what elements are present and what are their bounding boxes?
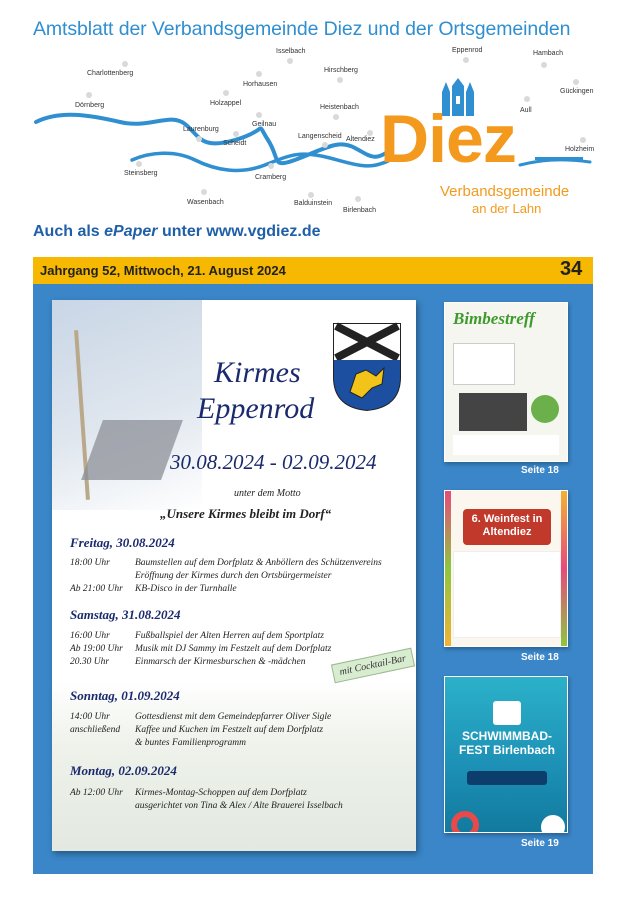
flower-border (445, 491, 451, 646)
epaper-suffix: unter www.vgdiez.de (157, 223, 321, 240)
teaser-headline: 6. Weinfest in Altendiez (471, 513, 543, 538)
map-dot (223, 90, 229, 96)
issue-info: Jahrgang 52, Mittwoch, 21. August 2024 (40, 263, 286, 278)
teaser-schedule (453, 343, 515, 385)
issue-number: 34 (560, 258, 583, 280)
event-time: Ab 21:00 Uhr (70, 584, 123, 594)
place-label: Aull (520, 107, 532, 114)
teaser-body (453, 551, 561, 638)
event-time: Ab 19:00 Uhr (70, 644, 123, 654)
map-dot (333, 114, 339, 120)
epaper-prefix: Auch als (33, 223, 105, 240)
event-text: Fußballspiel der Alten Herren auf dem Sportplatz (135, 631, 324, 641)
epaper-line[interactable] (33, 223, 321, 241)
place-label: Laurenburg (183, 126, 219, 133)
page-ref: Seite 18 (521, 465, 559, 476)
place-label: Cramberg (255, 174, 287, 181)
day-title: Montag, 02.09.2024 (70, 763, 177, 778)
place-label: Wasenbach (187, 199, 224, 206)
map-dot (355, 196, 361, 202)
map-dot (122, 61, 128, 67)
event-time: 14:00 Uhr (70, 712, 110, 722)
event-time: Ab 12:00 Uhr (70, 788, 123, 798)
teaser-headline: SCHWIMMBAD-FEST Birlenbach (458, 729, 556, 757)
page-ref: Seite 19 (521, 838, 559, 849)
place-label: Holzappel (210, 100, 242, 107)
place-label: Scheidt (223, 140, 247, 147)
day-title: Freitag, 30.08.2024 (70, 535, 175, 550)
flower-border (561, 491, 567, 646)
map-dot (573, 79, 579, 85)
place-label: Langenscheid (298, 133, 342, 140)
poster-title-1: Kirmes (214, 356, 301, 389)
map-dot (268, 163, 274, 169)
event-text: Baumstellen auf dem Dorfplatz & Anböllern des Schützenvereins (135, 558, 382, 568)
place-label: Heistenbach (320, 104, 359, 111)
motto-intro: unter dem Motto (234, 488, 301, 499)
place-label: Eppenrod (452, 47, 483, 54)
place-label: Geilnau (252, 121, 277, 128)
event-text: Kaffee und Kuchen im Festzelt auf dem Dorfplatz (135, 725, 324, 735)
map-dot (524, 96, 530, 102)
map-dot (196, 136, 202, 142)
place-label: Charlottenberg (87, 70, 134, 77)
map-dot (287, 58, 293, 64)
event-time: anschließend (70, 725, 121, 735)
kirmes-poster[interactable] (52, 300, 416, 851)
event-text: Gottesdienst mit dem Gemeindepfarrer Oliver Sigle (135, 712, 332, 722)
day-title: Sonntag, 01.09.2024 (70, 688, 180, 703)
sidebar-teaser-weinfest[interactable] (444, 490, 568, 647)
event-text: KB-Disco in der Turnhalle (135, 584, 237, 594)
place-label: Holzheim (565, 146, 595, 153)
event-time: 16:00 Uhr (70, 631, 110, 641)
map-dot (233, 131, 239, 137)
poster-motto: „Unsere Kirmes bleibt im Dorf“ (160, 506, 332, 521)
beach-ball-icon (541, 815, 565, 833)
tree-drawing (531, 395, 559, 423)
place-label: Balduinstein (294, 200, 333, 207)
place-label: Hirschberg (324, 67, 358, 74)
map-dot (322, 142, 328, 148)
teaser-date-badge (493, 701, 521, 725)
map-dot (136, 161, 142, 167)
event-text: ausgerichtet von Tina & Alex / Alte Brauerei Isselbach (135, 801, 343, 811)
event-text: & buntes Familienprogramm (135, 738, 247, 748)
swim-ring-icon (451, 811, 479, 833)
event-text: Kirmes-Montag-Schoppen auf dem Dorfplatz (135, 788, 307, 798)
map-dot (256, 71, 262, 77)
diez-wordmark: Diez (380, 101, 516, 177)
place-label: Isselbach (276, 48, 306, 55)
teaser-headline: Bimbestreff (453, 309, 535, 328)
map-dot (308, 192, 314, 198)
place-label: Birlenbach (343, 207, 377, 214)
place-label: Dörnberg (75, 102, 105, 109)
event-time: 18:00 Uhr (70, 558, 110, 568)
logo-subline-1: Verbandsgemeinde (440, 183, 570, 200)
sidebar-teaser-schwimmbadfest[interactable] (444, 676, 568, 833)
event-time: 20.30 Uhr (70, 657, 110, 667)
map-dot (337, 77, 343, 83)
place-label: Steinsberg (124, 170, 158, 177)
map-dot (463, 57, 469, 63)
coat-of-arms-icon (332, 322, 402, 412)
map-dot (541, 62, 547, 68)
header-title: Amtsblatt der Verbandsgemeinde Diez und der Ortsgemeinden (33, 18, 571, 40)
event-text: Eröffnung der Kirmes durch den Ortsbürgermeister (135, 571, 332, 581)
sidebar-teaser-bimbestreff[interactable] (444, 302, 568, 462)
place-label: Altendiez (346, 136, 375, 143)
logo-underline (535, 157, 583, 160)
epaper-emph: ePaper (104, 223, 158, 240)
place-label: Horhausen (243, 81, 278, 88)
logo-subline-2: an der Lahn (472, 201, 542, 216)
town-hall-drawing (459, 393, 527, 431)
teaser-sponsors (453, 435, 559, 455)
map-dot (86, 92, 92, 98)
place-label: Gückingen (560, 88, 594, 95)
page-ref: Seite 18 (521, 652, 559, 663)
poster-title-2: Eppenrod (197, 392, 315, 425)
place-label: Hambach (533, 50, 563, 57)
event-text: Einmarsch der Kirmesburschen & -mädchen (135, 657, 306, 667)
day-title: Samstag, 31.08.2024 (70, 607, 181, 622)
map-dot (256, 112, 262, 118)
teaser-dj-bar (467, 771, 547, 785)
poster-dates: 30.08.2024 - 02.09.2024 (170, 450, 377, 474)
event-text: Musik mit DJ Sammy im Festzelt auf dem Dorfplatz (135, 644, 332, 654)
map-dot (580, 137, 586, 143)
cocktail-bar-tag: mit Cocktail-Bar (331, 648, 415, 684)
map-dot (201, 189, 207, 195)
